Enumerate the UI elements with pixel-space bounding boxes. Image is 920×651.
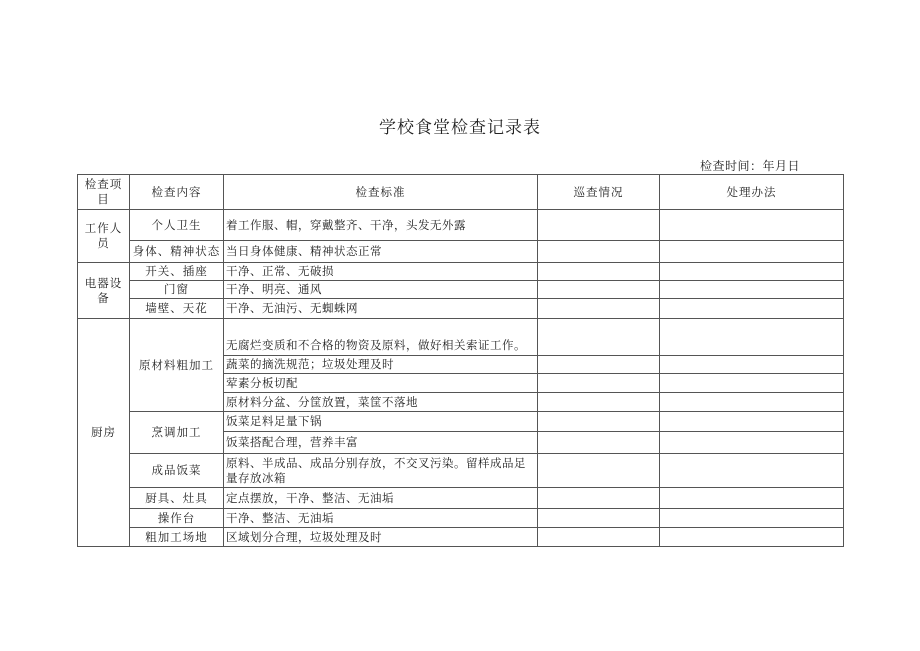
- item-cell: 厨具、灶具: [130, 488, 224, 509]
- handling-cell[interactable]: [660, 281, 844, 299]
- standard-cell: 干净、正常、无破损: [224, 263, 538, 281]
- item-cell: 粗加工场地: [130, 528, 224, 547]
- patrol-cell[interactable]: [538, 528, 660, 547]
- handling-cell[interactable]: [660, 528, 844, 547]
- handling-cell[interactable]: [660, 356, 844, 374]
- category-kitchen: 厨房: [78, 319, 130, 547]
- item-cell: 开关、插座: [130, 263, 224, 281]
- patrol-cell[interactable]: [538, 299, 660, 319]
- standard-cell: 定点摆放，干净、整洁、无油垢: [224, 488, 538, 509]
- patrol-cell[interactable]: [538, 374, 660, 393]
- patrol-cell[interactable]: [538, 432, 660, 454]
- patrol-cell[interactable]: [538, 319, 660, 356]
- handling-cell[interactable]: [660, 393, 844, 412]
- inspection-time: 检查时间：年月日: [700, 159, 801, 173]
- handling-cell[interactable]: [660, 374, 844, 393]
- standard-cell: 干净、明亮、通风: [224, 281, 538, 299]
- standard-cell: 原材料分盆、分筐放置，菜筐不落地: [224, 393, 538, 412]
- table-row: [78, 509, 844, 528]
- handling-cell[interactable]: [660, 263, 844, 281]
- handling-cell[interactable]: [660, 299, 844, 319]
- table-row: [78, 528, 844, 547]
- handling-cell[interactable]: [660, 241, 844, 263]
- handling-cell[interactable]: [660, 319, 844, 356]
- item-cell: 原材料粗加工: [130, 319, 224, 412]
- header-category: 检查项目: [78, 175, 130, 210]
- table-row: [78, 488, 844, 509]
- item-cell: 墙壁、天花: [130, 299, 224, 319]
- header-item: 检查内容: [130, 175, 224, 210]
- standard-cell: 原料、半成品、成品分别存放，不交叉污染。留样成品足量存放冰箱: [224, 454, 538, 488]
- standard-cell: 荤素分板切配: [224, 374, 538, 393]
- patrol-cell[interactable]: [538, 412, 660, 432]
- standard-cell: 无腐烂变质和不合格的物资及原料，做好相关索证工作。: [224, 319, 538, 356]
- handling-cell[interactable]: [660, 412, 844, 432]
- table-row: [78, 210, 844, 241]
- patrol-cell[interactable]: [538, 281, 660, 299]
- table-row: [78, 319, 844, 356]
- handling-cell[interactable]: [660, 488, 844, 509]
- item-cell: 操作台: [130, 509, 224, 528]
- table-row: [78, 299, 844, 319]
- item-cell: 个人卫生: [130, 210, 224, 241]
- header-row: [78, 175, 844, 210]
- patrol-cell[interactable]: [538, 393, 660, 412]
- handling-cell[interactable]: [660, 509, 844, 528]
- page-title: 学校食堂检查记录表: [379, 118, 541, 138]
- table-row: [78, 241, 844, 263]
- patrol-cell[interactable]: [538, 241, 660, 263]
- standard-cell: 饭菜搭配合理，营养丰富: [224, 432, 538, 454]
- standard-cell: 干净、整洁、无油垢: [224, 509, 538, 528]
- handling-cell[interactable]: [660, 454, 844, 488]
- standard-cell: 着工作服、帽，穿戴整齐、干净，头发无外露: [224, 210, 538, 241]
- header-handling: 处理办法: [660, 175, 844, 210]
- item-cell: 身体、精神状态: [130, 241, 224, 263]
- patrol-cell[interactable]: [538, 509, 660, 528]
- standard-cell: 区域划分合理，垃圾处理及时: [224, 528, 538, 547]
- patrol-cell[interactable]: [538, 454, 660, 488]
- patrol-cell[interactable]: [538, 356, 660, 374]
- table-row: [78, 263, 844, 281]
- standard-cell: 干净、无油污、无蜘蛛网: [224, 299, 538, 319]
- standard-cell: 饭菜足料足量下锅: [224, 412, 538, 432]
- header-patrol: 巡查情况: [538, 175, 660, 210]
- table-row: [78, 412, 844, 432]
- inspection-table: [77, 174, 844, 547]
- item-cell: 烹调加工: [130, 412, 224, 454]
- item-cell: 成品饭菜: [130, 454, 224, 488]
- handling-cell[interactable]: [660, 210, 844, 241]
- handling-cell[interactable]: [660, 432, 844, 454]
- standard-cell: 蔬菜的摘洗规范；垃圾处理及时: [224, 356, 538, 374]
- category-electrical: 电器设备: [78, 263, 130, 319]
- item-cell: 门窗: [130, 281, 224, 299]
- patrol-cell[interactable]: [538, 210, 660, 241]
- category-staff: 工作人员: [78, 210, 130, 263]
- header-standard: 检查标准: [224, 175, 538, 210]
- patrol-cell[interactable]: [538, 488, 660, 509]
- patrol-cell[interactable]: [538, 263, 660, 281]
- table-row: [78, 454, 844, 488]
- standard-cell: 当日身体健康、精神状态正常: [224, 241, 538, 263]
- table-row: [78, 281, 844, 299]
